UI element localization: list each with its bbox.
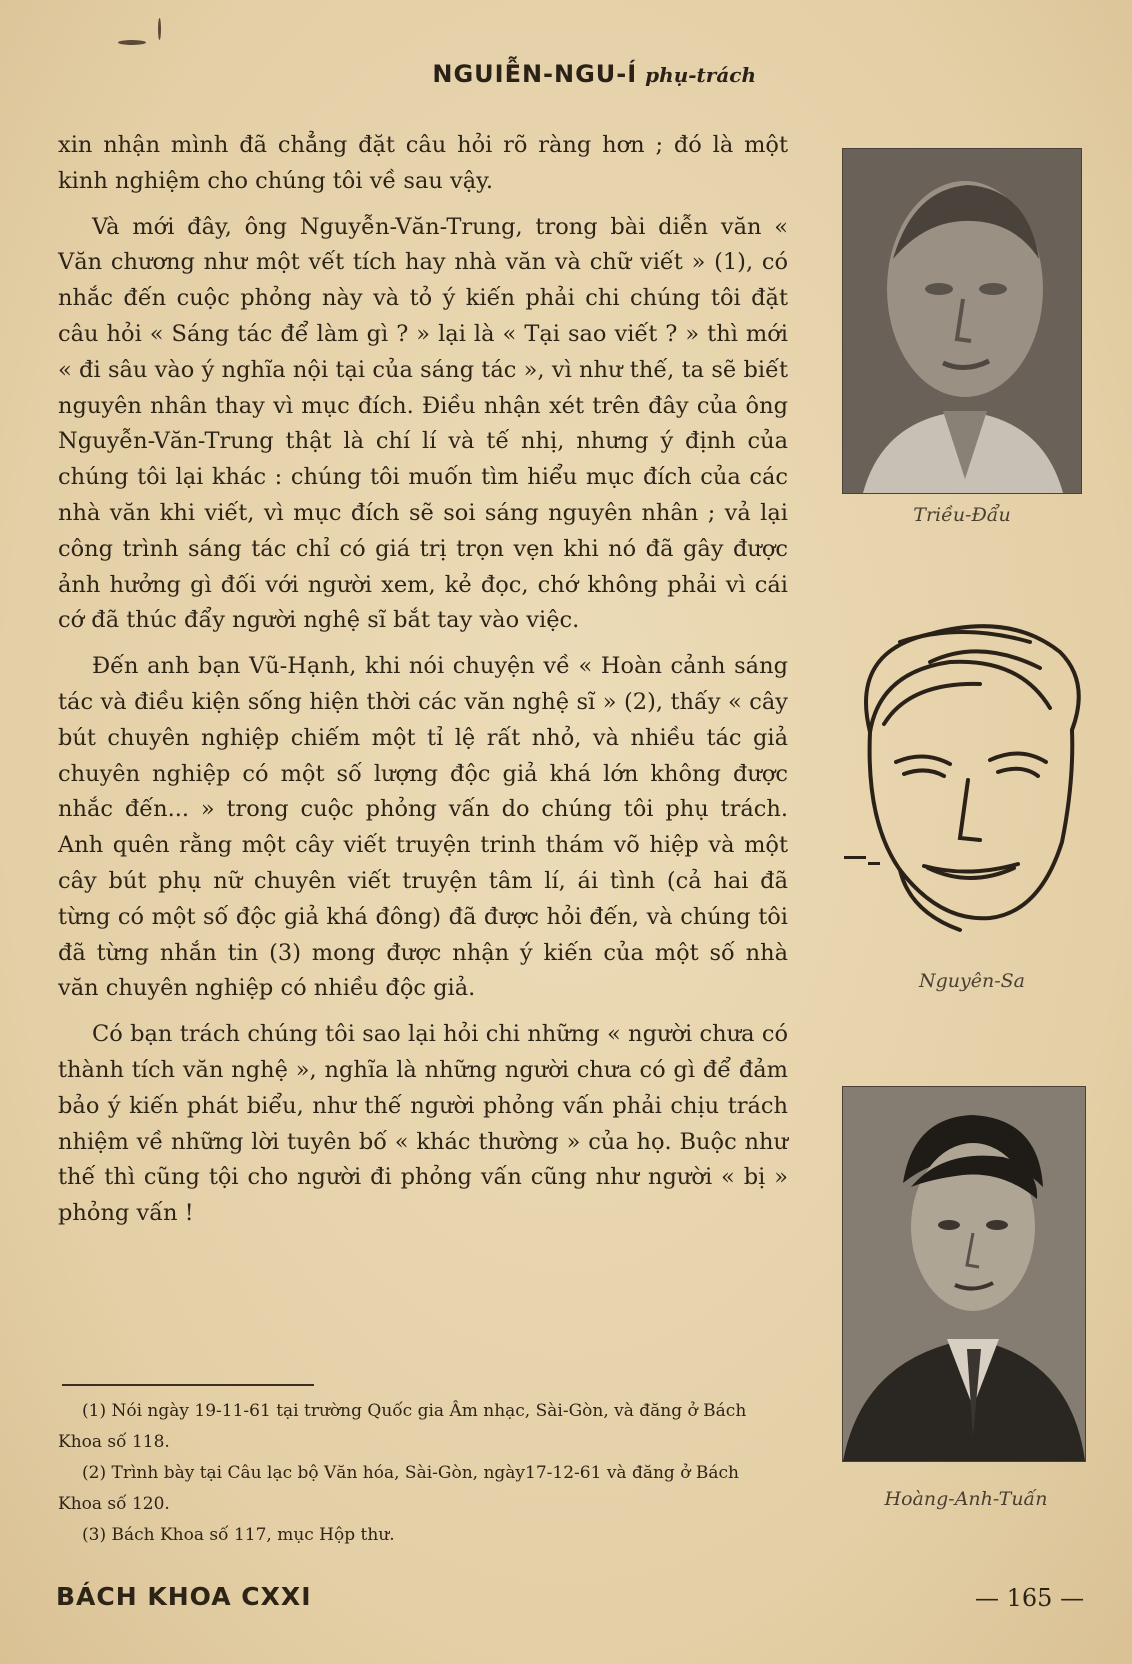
magazine-name: BÁCH KHOA CXXI bbox=[56, 1582, 312, 1611]
portrait-caption: Nguyên-Sa bbox=[918, 970, 1025, 992]
paragraph: Có bạn trách chúng tôi sao lại hỏi chi những « người chưa có thành tích văn nghệ », nghĩa là những người chưa có gì để đảm bảo ý kiến phát biểu, như thế người phỏng vấn phải chịu trách nhiệm về những lời tuyên bố « khác thường » của họ. Buộc như thế thì cũng tội cho người đi phỏng vấn cũng như người « bị » phỏng vấn ! bbox=[58, 1021, 788, 1227]
portrait-caption: Hoàng-Anh-Tuấn bbox=[884, 1488, 1048, 1510]
footnote: (1) Nói ngày 19-11-61 tại trường Quốc gia Âm nhạc, Sài-Gòn, và đăng ở Bách Khoa số 118. bbox=[58, 1401, 747, 1452]
paragraph: xin nhận mình đã chẳng đặt câu hỏi rõ ràng hơn ; đó là một kinh nghiệm cho chúng tôi về sau vậy. bbox=[58, 132, 788, 194]
footnote: (2) Trình bày tại Câu lạc bộ Văn hóa, Sài-Gòn, ngày17-12-61 và đăng ở Bách Khoa số 120. bbox=[58, 1463, 739, 1514]
portrait-photo bbox=[842, 148, 1082, 494]
ink-smudge bbox=[118, 40, 146, 45]
article-body bbox=[58, 128, 788, 1232]
section-role: phụ-trách bbox=[645, 63, 756, 87]
paragraph: Đến anh bạn Vũ-Hạnh, khi nói chuyện về « Hoàn cảnh sáng tác và điều kiện sống hiện thời các văn nghệ sĩ » (2), thấy « cây bút chuyên nghiệp chiếm một tỉ lệ rất nhỏ, và nhiều tác giả chuyên nghiệp có một số lượng độc giả khá lớn không được nhắc đến... » trong cuộc phỏng vấn do chúng tôi phụ trách. Anh quên rằng một cây viết truyện trinh thám võ hiệp và một cây bút phụ nữ chuyên viết truyện tâm lí, ái tình (cả hai đã từng có một số độc giả khá đông) đã được hỏi đến, và chúng tôi đã từng nhắn tin (3) mong được nhận ý kiến của một số nhà văn chuyên nghiệp có nhiều độc giả. bbox=[58, 653, 788, 1002]
portrait-caption: Triều-Đẩu bbox=[913, 504, 1011, 526]
portrait-photo bbox=[842, 1086, 1086, 1462]
section-editor: NGUIỄN-NGU-Í bbox=[432, 60, 638, 88]
paragraph: Và mới đây, ông Nguyễn-Văn-Trung, trong bài diễn văn « Văn chương như một vết tích hay nhà văn và chữ viết » (1), có nhắc đến cuộc phỏng này và tỏ ý kiến phải chi chúng tôi đặt câu hỏi « Sáng tác để làm gì ? » lại là « Tại sao viết ? » thì mới « đi sâu vào ý nghĩa nội tại của sáng tác », vì như thế, ta sẽ biết nguyên nhân thay vì mục đích. Điều nhận xét trên đây của ông Nguyễn-Văn-Trung thật là chí lí và tế nhị, nhưng ý định của chúng tôi lại khác : chúng tôi muốn tìm hiểu mục đích của các nhà văn khi viết, vì mục đích sẽ soi sáng nguyên nhân ; vả lại công trình sáng tác chỉ có giá trị trọn vẹn khi nó đã gây được ảnh hưởng gì đối với người xem, kẻ đọc, chớ không phải vì cái cớ đã thúc đẩy người nghệ sĩ bắt tay vào việc. bbox=[58, 213, 788, 634]
footnote: (3) Bách Khoa số 117, mục Hộp thư. bbox=[82, 1525, 395, 1545]
running-head bbox=[432, 60, 756, 88]
ink-smudge bbox=[158, 18, 161, 40]
footnote-divider bbox=[62, 1384, 314, 1386]
portrait-sketch bbox=[840, 612, 1100, 952]
footnotes bbox=[58, 1396, 788, 1551]
page-number: — 165 — bbox=[975, 1584, 1085, 1612]
